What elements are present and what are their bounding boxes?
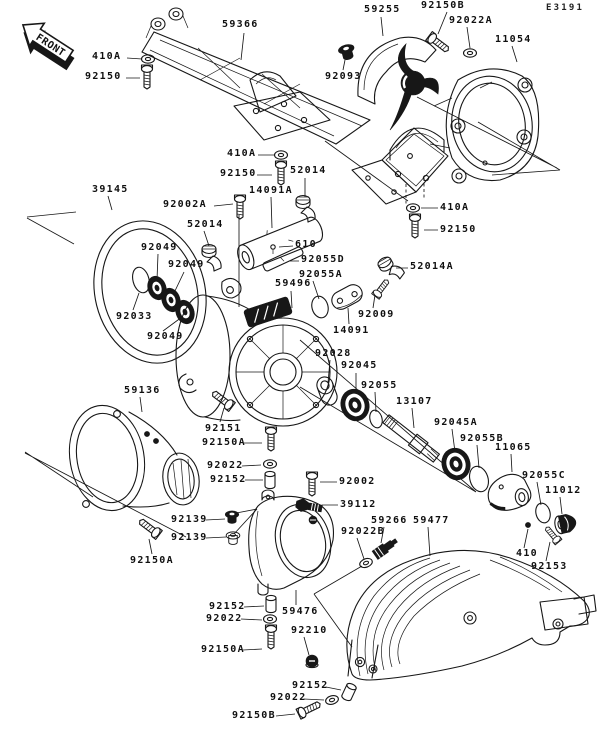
part-label-52014: 52014 [290,165,327,176]
part-label-92055: 92055 [361,380,398,391]
part-label-92055D: 92055D [301,254,345,265]
part-label-92150A: 92150A [130,555,174,566]
part-collar-92152 [341,682,357,702]
part-label-92055C: 92055C [522,470,566,481]
part-label-92022: 92022 [270,692,307,703]
part-label-92152: 92152 [292,680,329,691]
part-plug-92210 [306,655,318,668]
part-ball-410 [525,522,530,527]
part-damper-92093 [337,43,356,61]
part-bolt-92151 [210,388,236,411]
part-label-92002A: 92002A [163,199,207,210]
part-bolt-92150 [276,161,287,185]
part-label-59477: 59477 [413,515,450,526]
part-label-59476: 59476 [282,606,319,617]
part-bolt-92150A [266,625,277,649]
part-impeller-cover-59255 [358,37,436,104]
part-label-92049: 92049 [141,242,178,253]
part-label-92055B: 92055B [460,433,504,444]
part-washer-410A [407,204,420,212]
part-label-92153: 92153 [531,561,568,572]
part-label-92002: 92002 [339,476,376,487]
part-label-13107: 13107 [396,396,433,407]
part-bolt-92150 [142,65,153,89]
part-label-92049: 92049 [168,259,205,270]
part-fitting-52014A [376,252,406,284]
part-bolt-92009 [372,277,392,299]
part-label-11054: 11054 [495,34,532,45]
part-label-92009: 92009 [358,309,395,320]
part-label-92152: 92152 [209,601,246,612]
part-bearing-92045A [438,444,475,483]
part-label-52014: 52014 [187,219,224,230]
part-label-92022A: 92022A [449,15,493,26]
part-label-14091: 14091 [333,325,370,336]
part-sensor-59266 [372,536,399,559]
part-label-92033: 92033 [116,311,153,322]
part-label-92150: 92150 [220,168,257,179]
part-label-11065: 11065 [495,442,532,453]
part-label-92022B: 92022B [341,526,385,537]
part-label-92028: 92028 [315,348,352,359]
part-bolt-92002A [235,195,246,219]
part-label-92022: 92022 [207,460,244,471]
part-label-92150: 92150 [440,224,477,235]
part-impeller [390,44,439,130]
part-nozzle-59136 [61,399,202,516]
part-label-92150A: 92150A [202,437,246,448]
part-label-92139: 92139 [171,532,208,543]
part-label-410A: 410A [440,202,470,213]
part-label-92093: 92093 [325,71,362,82]
front-arrow-label: FRONT [33,32,67,60]
part-cap-11012 [553,513,577,535]
part-label-410A: 410A [227,148,257,159]
part-label-92150B: 92150B [232,710,276,721]
part-label-410A: 410A [92,51,122,62]
part-label-39145: 39145 [92,184,129,195]
part-label-59496: 59496 [275,278,312,289]
part-shaft-13107 [382,413,441,463]
part-label-92150B: 92150B [421,0,465,11]
part-label-92152: 92152 [210,474,247,485]
part-label-92045A: 92045A [434,417,478,428]
part-washer-92022 [325,694,340,705]
part-label-59136: 59136 [124,385,161,396]
part-bolt-92150A [266,427,277,451]
part-collar-92152 [265,471,275,488]
part-bolt-92150A [137,516,163,539]
part-washer-410A [142,55,155,63]
part-grommet-92139 [225,511,239,524]
part-label-92210: 92210 [291,625,328,636]
part-label-14091A: 14091A [249,185,293,196]
part-label-410: 410 [516,548,538,559]
part-label-59266: 59266 [371,515,408,526]
part-washer-92022 [264,615,277,623]
part-label-39112: 39112 [340,499,377,510]
part-fitting-52014 [296,196,315,223]
part-label-92150: 92150 [85,71,122,82]
part-steering-nozzle-59476 [249,490,338,595]
part-label-59366: 59366 [222,19,259,30]
part-oring-92055C [534,502,553,525]
part-pin-610 [271,245,275,254]
part-bolt-92150 [410,214,421,238]
part-label-59255: 59255 [364,4,401,15]
front-arrow [12,14,81,75]
part-label-610: 610 [295,239,317,250]
part-label-11012: 11012 [545,485,582,496]
part-bearing-92045 [337,385,374,424]
part-washer-410A [275,151,288,159]
part-label-52014A: 52014A [410,261,454,272]
part-bolt-92150B [426,32,452,55]
part-washer-92022B [358,557,373,569]
part-label-92049: 92049 [147,331,184,342]
part-label-92151: 92151 [205,423,242,434]
part-mount-plate [352,128,448,204]
part-label-92022: 92022 [206,613,243,624]
part-label-92139: 92139 [171,514,208,525]
part-pad-14091 [329,282,366,313]
diagram-code: E3191 [546,3,585,13]
part-label-92055A: 92055A [299,269,343,280]
part-label-92150A: 92150A [201,644,245,655]
part-fitting-52014 [202,245,221,272]
part-washer-92022A [464,49,477,57]
part-collar-92152 [266,595,276,612]
part-washer-92022 [264,460,277,468]
part-oring-92055A [309,294,330,319]
part-label-92045: 92045 [341,360,378,371]
part-bolt-92002 [307,472,318,496]
part-grommet-92139 [226,532,240,545]
